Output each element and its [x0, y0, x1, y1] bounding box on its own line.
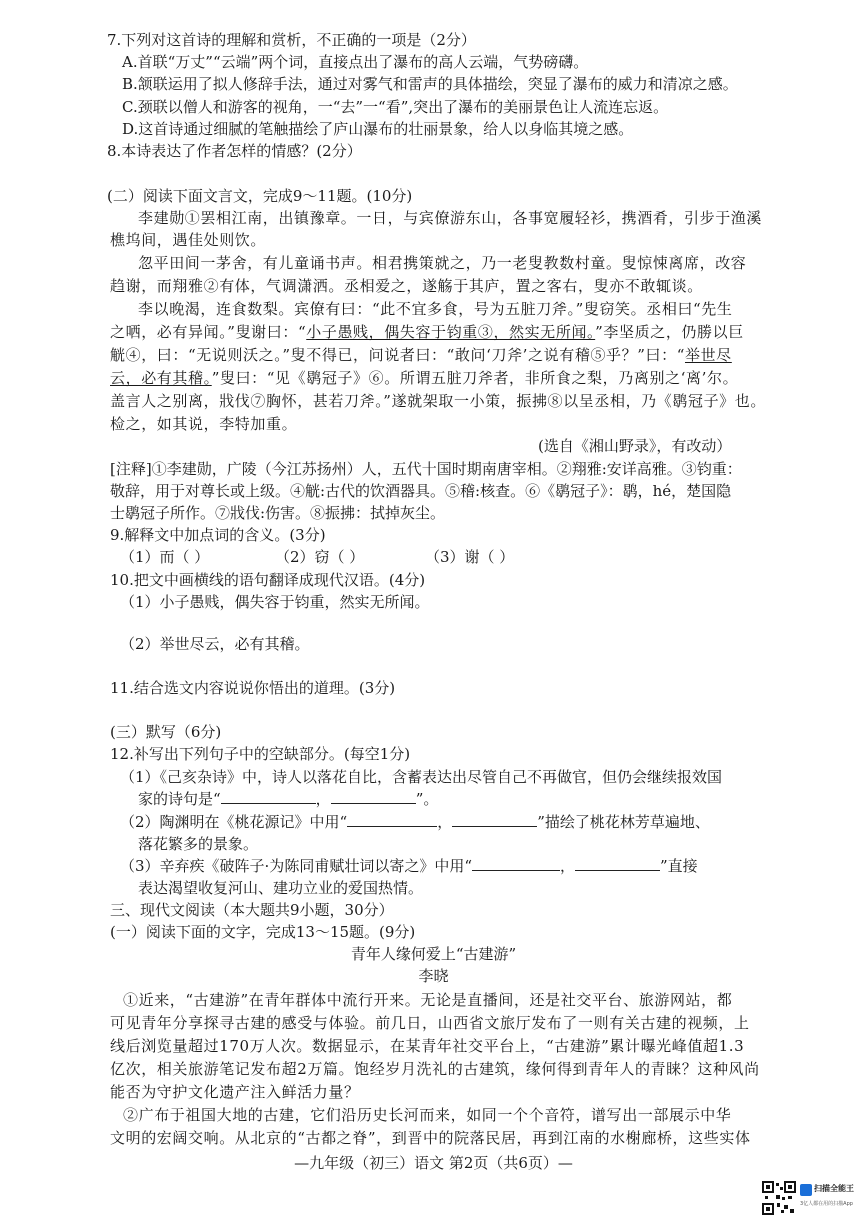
text-span: 家的诗句是“ [138, 790, 221, 808]
passage-line: 盖言人之别离，戕伐⑦胸怀，甚若刀斧。”遂就架取一小策，振拂⑧以呈丞相，乃《鹖冠子》也。 [110, 392, 766, 410]
q12-item-3-cont: 表达渴望收复河山、建功立业的爱国热情。 [138, 879, 424, 897]
annotation-line: [注释]①李建勋，广陵（今江苏扬州）人，五代十国时期南唐宰相。②翔雅:安详高雅。③钧重： [110, 460, 742, 478]
text-span: ”李坚质之，仍勝以巨 [595, 323, 744, 341]
page-footer: —九年级（初三）语文 第2页（共6页）— [294, 1154, 573, 1172]
q12-item-2 [120, 812, 710, 832]
annotation-line: 士鹖冠子所作。⑦戕伐:伤害。⑧振拂：拭掉灰尘。 [110, 504, 446, 522]
q10-sentence-1: （1）小子愚贱，偶失容于钧重，然实无所闻。 [120, 593, 430, 611]
answer-blank[interactable] [331, 789, 416, 804]
annotation-line: 敬辞，用于对尊长或上级。④觥:古代的饮酒器具。⑤稽:核查。⑥《鹖冠子》：鹖，hé，楚国隐 [110, 482, 732, 500]
q10-stem: 10.把文中画横线的语句翻译成现代汉语。(4分) [110, 571, 426, 589]
q12-stem: 12.补写出下列句子中的空缺部分。(每空1分) [110, 745, 411, 763]
text-span: ”描绘了桃花林芳草遍地、 [537, 813, 710, 831]
answer-blank[interactable] [575, 856, 660, 871]
text-span: ”直接 [660, 857, 698, 875]
passage-line [110, 368, 738, 388]
article-line: 线后浏览量超过170万人次。数据显示，在某青年社交平台上，“古建游”累计曝光峰值超1.3 [110, 1037, 745, 1055]
text-span: （3）辛弃疾《破阵子·为陈同甫赋壮词以寄之》中用“ [120, 857, 472, 875]
article-line: 能否为守护文化遗产注入鲜活力量？ [110, 1083, 360, 1101]
watermark-brand: 扫描全能王 [814, 1184, 854, 1193]
text-span: 之哂，必有异闻。”叟谢曰：“ [110, 323, 307, 341]
text-span: ， [437, 813, 453, 831]
text-span: ， [559, 857, 575, 875]
q7-option-a: A.首联“万丈”“云端”两个词，直接点出了瀑布的高人云端，气势磅礴。 [122, 53, 589, 71]
article-line: 文明的宏阔交响。从北京的“古都之脊”，到晋中的院落民居，再到江南的水榭廊桥，这些实体 [110, 1129, 751, 1147]
q7-option-d: D.这首诗通过细腻的笔触描绘了庐山瀑布的壮丽景象，给人以身临其境之感。 [122, 120, 634, 138]
q9-stem: 9.解释文中加点词的含义。(3分) [110, 526, 326, 544]
section3-heading: (三）默写（6分) [110, 723, 222, 741]
q7-option-b: B.颔联运用了拟人修辞手法，通过对雾气和雷声的具体描绘，突显了瀑布的威力和清凉之感。 [122, 75, 738, 93]
text-span: ， [315, 790, 331, 808]
answer-blank[interactable] [347, 812, 437, 827]
watermark-tagline: 3亿人都在用的扫描App [800, 1201, 853, 1207]
q9-item-1: （1）而（ ） [120, 548, 210, 566]
text-span: （2）陶渊明在《桃花源记》中用“ [120, 813, 348, 831]
answer-blank[interactable] [221, 789, 316, 804]
text-span: 觥④，曰：“无说则沃之。”叟不得已，问说者曰：“敢问‘刀斧’之说有稽⑤乎？”曰：“ [110, 346, 685, 364]
q10-sentence-2: （2）举世尽云，必有其稽。 [120, 635, 310, 653]
part3-subheading: (一）阅读下面的文字，完成13～15题。(9分) [110, 923, 416, 941]
passage-line: 李以晚渴，连食数梨。宾僚有曰：“此不宜多食，号为五脏刀斧。”叟窃笑。丞相曰“先生 [138, 300, 733, 318]
q12-item-1: （1）《己亥杂诗》中，诗人以落花自比，含蓄表达出尽管自己不再做官，但仍会继续报效国 [120, 768, 723, 786]
passage-line: 忽平田间一茅舍，有儿童诵书声。相君携策就之，乃一老叟教数村童。叟惊悚离席，改容 [138, 254, 747, 272]
underlined-sentence-2a: 举世尽 [684, 346, 732, 364]
article-author: 李晓 [418, 967, 449, 985]
article-line: ②广布于祖国大地的古建，它们沿历史长河而来，如同一个个音符，谱写出一部展示中华 [123, 1106, 732, 1124]
answer-blank[interactable] [472, 856, 560, 871]
passage-line: 樵坞间，遇佳处则饮。 [110, 231, 267, 249]
article-line: 可见青年分享探寻古建的感受与体验。前几日，山西省文旅厅发布了一则有关古建的视频，上 [110, 1014, 750, 1032]
scanner-logo-icon [800, 1184, 812, 1196]
text-span: ”叟曰：“见《鹖冠子》⑥。所谓五脏刀斧者，非所食之梨，乃离别之‘离’尔。 [211, 369, 739, 387]
underlined-sentence-1: 小子愚贱，偶失容于钧重③，然实无所闻。 [306, 323, 596, 341]
passage-line: 李建勋①罢相江南，出镇豫章。一日，与宾僚游东山，各事宽履轻衫，携酒肴，引步于渔溪 [138, 209, 763, 227]
passage-line: 趋谢，而翔雅②有体，气调潇洒。丞相爱之，遂觞于其庐，置之客右，叟亦不敢辄谈。 [110, 277, 703, 295]
article-line: 亿次，相关旅游笔记发布超2万篇。饱经岁月洗礼的古建筑，缘何得到青年人的青睐？这种风尚 [110, 1060, 760, 1078]
source-citation: (选自《湘山野录》，有改动） [538, 437, 732, 455]
q12-item-1-cont [138, 789, 438, 809]
part3-heading: 三、现代文阅读（本大题共9小题，30分） [110, 901, 394, 919]
passage-line: 检之，如其说，李特加重。 [110, 415, 298, 433]
q9-item-3: （3）谢（ ） [425, 548, 515, 566]
answer-blank[interactable] [452, 812, 537, 827]
q7-stem: 7.下列对这首诗的理解和赏析，不正确的一项是（2分） [107, 31, 476, 49]
q7-option-c: C.颈联以僧人和游客的视角，一“去”一“看”,突出了瀑布的美丽景色让人流连忘返。 [122, 98, 669, 116]
q12-item-3 [120, 856, 698, 876]
scanner-watermark [762, 1178, 857, 1220]
passage-line [110, 322, 744, 342]
q8-stem: 8.本诗表达了作者怎样的情感？(2分） [107, 142, 362, 160]
q11-stem: 11.结合选文内容说说你悟出的道理。(3分) [110, 679, 396, 697]
article-line: ①近来，“古建游”在青年群体中流行开来。无论是直播间，还是社交平台、旅游网站，都 [123, 991, 733, 1009]
text-span: ”。 [415, 790, 439, 808]
passage-line [110, 345, 732, 365]
q9-item-2: （2）窃（ ） [275, 548, 365, 566]
section2-heading: (二）阅读下面文言文，完成9～11题。(10分) [107, 187, 413, 205]
q12-item-2-cont: 落花繁多的景象。 [138, 835, 259, 853]
underlined-sentence-2b: 云，必有其稽。 [110, 369, 212, 387]
qr-code-icon [762, 1181, 796, 1215]
article-title: 青年人缘何爱上“古建游” [350, 945, 517, 963]
